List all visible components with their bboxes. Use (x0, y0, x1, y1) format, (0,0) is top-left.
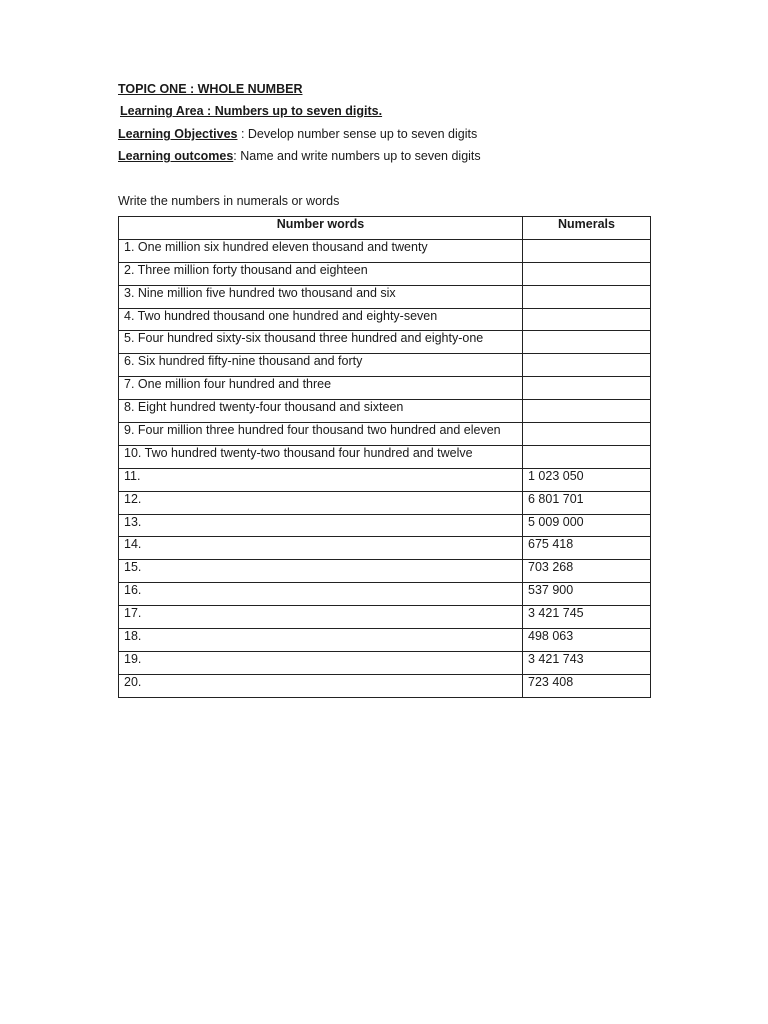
numerals-cell[interactable] (523, 308, 651, 331)
column-header-numerals: Numerals (523, 217, 651, 240)
numerals-cell: 3 421 745 (523, 606, 651, 629)
learning-objectives (118, 127, 477, 141)
number-words-cell: 6. Six hundred fifty-nine thousand and forty (119, 354, 523, 377)
objectives-text: : Develop number sense up to seven digits (237, 127, 478, 141)
number-words-cell: 7. One million four hundred and three (119, 377, 523, 400)
topic-heading: TOPIC ONE : WHOLE NUMBER (118, 82, 303, 96)
table-row (119, 491, 651, 514)
numerals-cell[interactable] (523, 262, 651, 285)
objectives-label: Learning Objectives (118, 127, 238, 141)
learning-outcomes (118, 149, 481, 163)
number-words-cell: 5. Four hundred sixty-six thousand three hundred and eighty-one (119, 331, 523, 354)
table-row (119, 651, 651, 674)
table-row (119, 239, 651, 262)
table-row (119, 606, 651, 629)
numerals-cell: 675 418 (523, 537, 651, 560)
table-row (119, 377, 651, 400)
number-words-cell[interactable]: 12. (119, 491, 523, 514)
number-words-cell[interactable]: 19. (119, 651, 523, 674)
table-row (119, 468, 651, 491)
number-words-cell: 9. Four million three hundred four thousand two hundred and eleven (119, 423, 523, 446)
table-row (119, 560, 651, 583)
outcomes-label: Learning outcomes (118, 149, 234, 163)
number-words-cell[interactable]: 13. (119, 514, 523, 537)
number-words-cell: 4. Two hundred thousand one hundred and eighty-seven (119, 308, 523, 331)
numerals-cell[interactable] (523, 400, 651, 423)
number-words-cell[interactable]: 16. (119, 583, 523, 606)
number-words-cell[interactable]: 17. (119, 606, 523, 629)
number-words-cell[interactable]: 14. (119, 537, 523, 560)
number-words-cell: 1. One million six hundred eleven thousand and twenty (119, 239, 523, 262)
column-header-number-words: Number words (119, 217, 523, 240)
table-row (119, 308, 651, 331)
number-words-cell[interactable]: 15. (119, 560, 523, 583)
outcomes-text: : Name and write numbers up to seven digits (233, 149, 481, 163)
number-words-cell[interactable]: 20. (119, 674, 523, 697)
table-row (119, 514, 651, 537)
numerals-cell: 537 900 (523, 583, 651, 606)
number-words-cell[interactable]: 11. (119, 468, 523, 491)
number-words-cell: 2. Three million forty thousand and eighteen (119, 262, 523, 285)
numerals-cell: 1 023 050 (523, 468, 651, 491)
numerals-cell[interactable] (523, 354, 651, 377)
table-row (119, 445, 651, 468)
table-row (119, 400, 651, 423)
numerals-cell: 6 801 701 (523, 491, 651, 514)
numerals-cell: 703 268 (523, 560, 651, 583)
learning-area: Learning Area : Numbers up to seven digits. (120, 104, 383, 118)
table-row (119, 629, 651, 652)
numbers-table (118, 216, 651, 698)
table-header-row (119, 217, 651, 240)
numerals-cell[interactable] (523, 445, 651, 468)
instruction-text: Write the numbers in numerals or words (118, 194, 340, 208)
table-row (119, 285, 651, 308)
table-row (119, 674, 651, 697)
number-words-cell[interactable]: 18. (119, 629, 523, 652)
number-words-cell: 3. Nine million five hundred two thousand and six (119, 285, 523, 308)
numerals-cell[interactable] (523, 239, 651, 262)
table-row (119, 262, 651, 285)
numerals-cell: 498 063 (523, 629, 651, 652)
table-row (119, 423, 651, 446)
table-row (119, 583, 651, 606)
numerals-cell: 5 009 000 (523, 514, 651, 537)
numerals-cell[interactable] (523, 423, 651, 446)
numerals-cell[interactable] (523, 377, 651, 400)
table-row (119, 537, 651, 560)
number-words-cell: 10. Two hundred twenty-two thousand four hundred and twelve (119, 445, 523, 468)
numerals-cell: 723 408 (523, 674, 651, 697)
number-words-cell: 8. Eight hundred twenty-four thousand and sixteen (119, 400, 523, 423)
table-row (119, 354, 651, 377)
numerals-cell[interactable] (523, 285, 651, 308)
table-row (119, 331, 651, 354)
numerals-cell: 3 421 743 (523, 651, 651, 674)
numerals-cell[interactable] (523, 331, 651, 354)
